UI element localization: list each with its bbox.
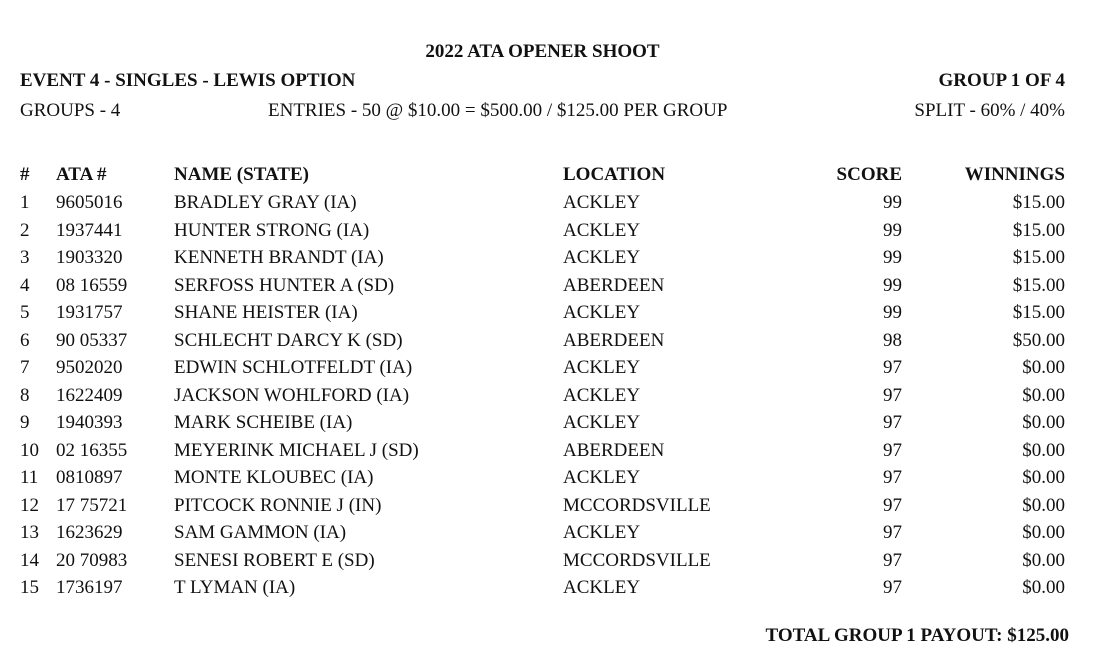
table-row bbox=[0, 221, 1093, 249]
row-num: 1 bbox=[20, 192, 30, 213]
document-title: 2022 ATA OPENER SHOOT bbox=[425, 41, 660, 62]
row-num: 11 bbox=[20, 467, 39, 488]
row-winnings: $0.00 bbox=[1022, 522, 1065, 543]
row-score: 97 bbox=[883, 549, 902, 571]
table-row bbox=[0, 496, 1093, 524]
table-row bbox=[0, 441, 1093, 469]
row-num: 9 bbox=[20, 412, 30, 433]
row-num: 4 bbox=[20, 274, 30, 296]
row-name: HUNTER STRONG (IA) bbox=[174, 219, 370, 241]
row-ata: 1736197 bbox=[56, 577, 123, 598]
row-name: JACKSON WOHLFORD (IA) bbox=[174, 384, 410, 406]
row-winnings: $15.00 bbox=[1012, 192, 1065, 213]
row-num: 7 bbox=[20, 357, 30, 378]
row-score: 99 bbox=[883, 219, 902, 241]
row-name: MARK SCHEIBE (IA) bbox=[174, 412, 353, 433]
row-location: ACKLEY bbox=[563, 522, 641, 543]
table-row bbox=[0, 386, 1093, 414]
row-ata: 1937441 bbox=[56, 219, 123, 241]
row-name: KENNETH BRANDT (IA) bbox=[174, 247, 384, 268]
row-num: 3 bbox=[20, 247, 30, 268]
row-ata: 02 16355 bbox=[56, 439, 128, 461]
row-ata: 90 05337 bbox=[56, 329, 128, 351]
row-ata: 20 70983 bbox=[56, 549, 128, 571]
row-ata: 1931757 bbox=[56, 302, 123, 323]
row-location: ACKLEY bbox=[563, 247, 641, 268]
groups-count: GROUPS - 4 bbox=[20, 100, 121, 121]
row-winnings: $0.00 bbox=[1022, 549, 1065, 571]
table-row bbox=[0, 468, 1093, 496]
group-label: GROUP 1 OF 4 bbox=[938, 70, 1065, 91]
row-location: ACKLEY bbox=[563, 467, 641, 488]
row-ata: 17 75721 bbox=[56, 494, 128, 516]
table-row bbox=[0, 358, 1093, 386]
row-num: 8 bbox=[20, 384, 30, 406]
row-location: ACKLEY bbox=[563, 384, 641, 406]
header-winnings: WINNINGS bbox=[964, 164, 1065, 185]
table-row bbox=[0, 276, 1093, 304]
row-ata: 1903320 bbox=[56, 247, 123, 268]
row-score: 97 bbox=[883, 384, 902, 406]
row-name: SAM GAMMON (IA) bbox=[174, 522, 347, 543]
table-row bbox=[0, 578, 1093, 606]
row-name: MONTE KLOUBEC (IA) bbox=[174, 467, 374, 488]
row-name: T LYMAN (IA) bbox=[174, 577, 296, 598]
table-row bbox=[0, 413, 1093, 441]
row-location: ABERDEEN bbox=[563, 274, 665, 296]
row-winnings: $0.00 bbox=[1022, 467, 1065, 488]
row-winnings: $0.00 bbox=[1022, 494, 1065, 516]
row-ata: 1940393 bbox=[56, 412, 123, 433]
row-location: ACKLEY bbox=[563, 357, 641, 378]
row-name: BRADLEY GRAY (IA) bbox=[174, 192, 357, 213]
row-name: SERFOSS HUNTER A (SD) bbox=[174, 274, 395, 296]
row-name: PITCOCK RONNIE J (IN) bbox=[174, 494, 382, 516]
header-name: NAME (STATE) bbox=[174, 164, 309, 185]
row-winnings: $0.00 bbox=[1022, 412, 1065, 433]
row-name: EDWIN SCHLOTFELDT (IA) bbox=[174, 357, 413, 378]
row-winnings: $0.00 bbox=[1022, 577, 1065, 598]
entries-info: ENTRIES - 50 @ $10.00 = $500.00 / $125.00 PER GROUP bbox=[268, 100, 728, 121]
header-location: LOCATION bbox=[563, 164, 666, 185]
row-score: 99 bbox=[883, 302, 902, 323]
row-score: 97 bbox=[883, 577, 902, 598]
row-ata: 08 16559 bbox=[56, 274, 128, 296]
table-row bbox=[0, 248, 1093, 276]
row-name: SHANE HEISTER (IA) bbox=[174, 302, 358, 323]
row-num: 5 bbox=[20, 302, 30, 323]
row-winnings: $50.00 bbox=[1012, 329, 1065, 351]
row-num: 14 bbox=[20, 549, 39, 571]
split-info: SPLIT - 60% / 40% bbox=[914, 100, 1065, 121]
row-score: 99 bbox=[883, 274, 902, 296]
row-score: 97 bbox=[883, 467, 902, 488]
row-winnings: $0.00 bbox=[1022, 384, 1065, 406]
row-name: SENESI ROBERT E (SD) bbox=[174, 549, 375, 571]
row-num: 6 bbox=[20, 329, 30, 351]
row-score: 99 bbox=[883, 192, 902, 213]
table-row bbox=[0, 193, 1093, 221]
row-ata: 1622409 bbox=[56, 384, 123, 406]
row-num: 10 bbox=[20, 439, 39, 461]
row-ata: 1623629 bbox=[56, 522, 123, 543]
row-score: 99 bbox=[883, 247, 902, 268]
row-score: 97 bbox=[883, 412, 902, 433]
header-score: SCORE bbox=[836, 164, 902, 185]
row-location: ACKLEY bbox=[563, 412, 641, 433]
row-winnings: $0.00 bbox=[1022, 439, 1065, 461]
row-ata: 9605016 bbox=[56, 192, 123, 213]
row-num: 13 bbox=[20, 522, 39, 543]
row-ata: 0810897 bbox=[56, 467, 123, 488]
table-row bbox=[0, 551, 1093, 579]
row-winnings: $15.00 bbox=[1012, 247, 1065, 268]
row-location: ACKLEY bbox=[563, 219, 641, 241]
row-location: ABERDEEN bbox=[563, 329, 665, 351]
row-location: ACKLEY bbox=[563, 192, 641, 213]
row-score: 97 bbox=[883, 439, 902, 461]
table-row bbox=[0, 331, 1093, 359]
row-num: 2 bbox=[20, 219, 30, 241]
row-winnings: $0.00 bbox=[1022, 357, 1065, 378]
row-score: 97 bbox=[883, 522, 902, 543]
header-ata: ATA # bbox=[56, 164, 107, 185]
row-winnings: $15.00 bbox=[1012, 274, 1065, 296]
row-location: MCCORDSVILLE bbox=[563, 494, 711, 516]
row-location: ABERDEEN bbox=[563, 439, 665, 461]
row-ata: 9502020 bbox=[56, 357, 123, 378]
row-location: MCCORDSVILLE bbox=[563, 549, 711, 571]
row-score: 97 bbox=[883, 357, 902, 378]
event-title: EVENT 4 - SINGLES - LEWIS OPTION bbox=[20, 70, 356, 91]
row-score: 97 bbox=[883, 494, 902, 516]
row-location: ACKLEY bbox=[563, 302, 641, 323]
row-num: 12 bbox=[20, 494, 39, 516]
row-location: ACKLEY bbox=[563, 577, 641, 598]
row-winnings: $15.00 bbox=[1012, 219, 1065, 241]
total-payout: TOTAL GROUP 1 PAYOUT: $125.00 bbox=[765, 625, 1069, 646]
row-name: MEYERINK MICHAEL J (SD) bbox=[174, 439, 419, 461]
row-winnings: $15.00 bbox=[1012, 302, 1065, 323]
row-num: 15 bbox=[20, 577, 39, 598]
header-num: # bbox=[20, 164, 30, 185]
table-row bbox=[0, 303, 1093, 331]
row-score: 98 bbox=[883, 329, 902, 351]
table-row bbox=[0, 523, 1093, 551]
row-name: SCHLECHT DARCY K (SD) bbox=[174, 329, 403, 351]
